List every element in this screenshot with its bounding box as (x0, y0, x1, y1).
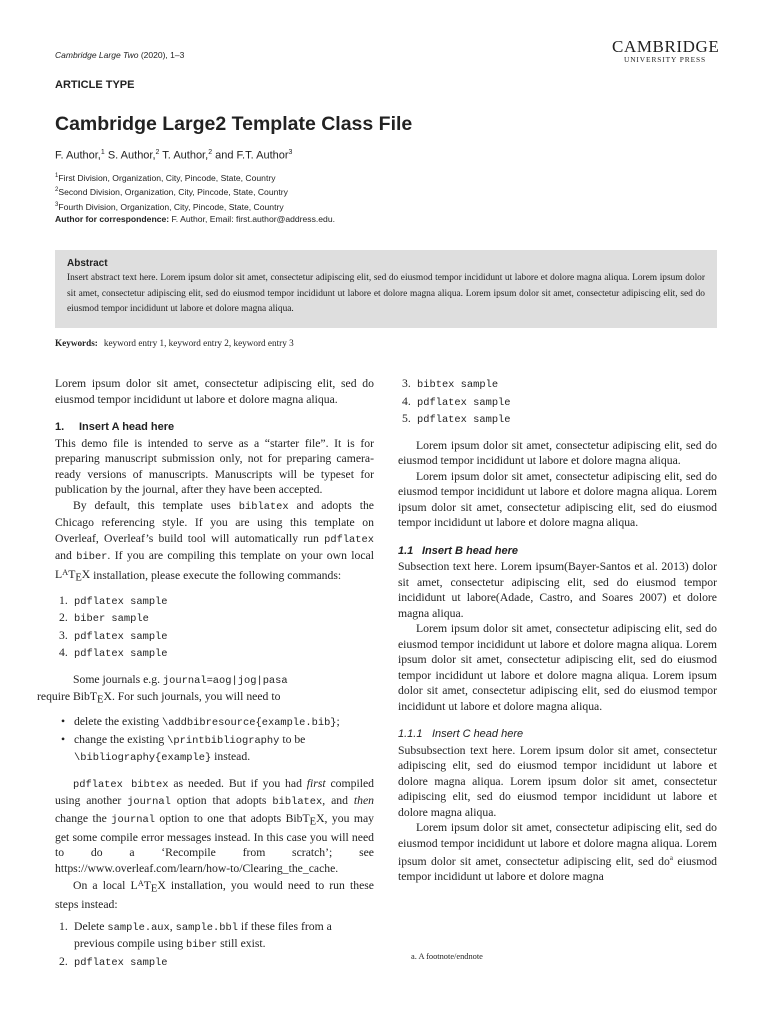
inline-code: journal=aog|jog|pasa (162, 674, 288, 687)
command-list (55, 593, 374, 663)
bibtex-logo: $T_EX$ (302, 811, 325, 828)
affil-marker: 3 (55, 201, 59, 208)
body-paragraph: Subsection text here. Lorem ipsum(Bayer-Santos et al. 2013) dolor sit amet, consectetur adipiscing elit, sed do eiusmod tempor incididunt ut labore(Adade, Castro, and Soares 2007) et dolore magna aliqua. (398, 560, 717, 620)
body-paragraph: This demo file is intended to serve as a “starter file”. It is for preparing manuscript submission only, not for preparing camera-ready versions of manuscripts. Manuscripts will be typeset for publication by the journal, after they have been accepted. (55, 436, 374, 496)
abstract-text: Insert abstract text here. Lorem ipsum dolor sit amet, consectetur adipiscing elit, sed do eiusmod tempor incididunt ut labore et dolore magna aliqua. Lorem ipsum dolor sit amet, consectetur adipiscing elit, sed do eiusmod tempor incididunt ut labore et dolore magna aliqua. Lorem ipsum dolor sit amet, consectetur adipiscing elit, sed do eiusmod tempor incididunt ut labore et dolore magna aliqua. (67, 273, 705, 314)
intro-paragraph: Lorem ipsum dolor sit amet, consectetur adipiscing elit, sed do eiusmod tempor incididunt ut labore et dolore magna aliqua. (55, 377, 374, 406)
list-item: 4. pdflatex sample (402, 394, 511, 409)
author-affil-marker: 2 (208, 149, 213, 156)
body-paragraph: Lorem ipsum dolor sit amet, consectetur adipiscing elit, sed do eiusmod tempor incididunt ut labore et dolore magna aliqua. (398, 438, 717, 467)
author-name: S. Author, (104, 149, 156, 162)
body-paragraph: On a local $L^AT_EX$ installation, you would need to run these steps instead: (55, 878, 374, 912)
list-item: • delete the existing \addbibresource{example.bib}; (61, 715, 340, 730)
author-name: F. Author, (55, 149, 101, 162)
affiliation-line (55, 199, 335, 213)
inline-code: biber (76, 551, 108, 563)
affil-marker: 1 (55, 173, 59, 179)
author-name: and F.T. Author (212, 149, 289, 162)
body-paragraph: Lorem ipsum dolor sit amet, consectetur adipiscing elit, sed do eiusmod tempor incididunt ut labore et dolore magna aliqua. Lorem ipsum dolor sit amet, consectetur adipiscing elit, sed do eiusmod tempor incididunt ut labore et dolore magna aliqua. (398, 469, 717, 529)
inline-code: sample.bbl (175, 921, 238, 934)
section-number: 1. (55, 421, 65, 433)
subsubsection-number: 1.1.1 (398, 728, 423, 740)
cambridge-logo (612, 38, 718, 65)
inline-code: pdflatex (324, 533, 374, 546)
affiliation-line (55, 170, 335, 184)
journal-citation (55, 50, 184, 60)
right-column (398, 376, 717, 885)
body-paragraph: Subsubsection text here. Lorem ipsum dolor sit amet, consectetur adipiscing elit, sed do eiusmod tempor incididunt ut labore et dolore magna aliqua. Lorem ipsum dolor sit amet, consectetur adipiscing elit, sed do eiusmod tempor incididunt ut labore et dolore magna aliqua. (398, 743, 717, 819)
section-heading (55, 420, 374, 436)
inline-code: \printbibliography (167, 734, 280, 747)
subsection-number: 1.1 (398, 544, 414, 557)
abstract-box (55, 250, 717, 328)
inline-code: journal (111, 813, 155, 826)
latex-logo: $L^AT_EX$ (130, 878, 166, 895)
logo-wordmark: CAMBRIDGE (612, 37, 720, 56)
footnote-marker: a (669, 854, 673, 862)
keywords-label: Keywords: (55, 338, 98, 348)
subsubsection-heading (398, 727, 717, 743)
keywords-text: keyword entry 1, keyword entry 2, keyword entry 3 (103, 338, 294, 348)
section-title: Insert A head here (79, 421, 175, 433)
subsubsection-title: Insert C head here (432, 728, 524, 740)
author-affil-marker: 1 (100, 149, 105, 156)
body-paragraph: Lorem ipsum dolor sit amet, consectetur adipiscing elit, sed do eiusmod tempor incididunt ut labore et dolore magna aliqua. Lorem ipsum dolor sit amet, consectetur adipiscing elit, sed do eiusmod tempor incididunt ut labore et dolore magna aliqua. Lorem ipsum dolor sit amet, consectetur adipiscing elit, sed do eiusmod tempor incididunt ut labore et dolore magna aliqua. (398, 622, 717, 713)
author-affil-marker: 2 (155, 149, 160, 156)
paper-title: Cambridge Large2 Template Class File (55, 113, 413, 135)
affiliation-line (55, 184, 335, 198)
inline-code: journal (127, 796, 171, 809)
author-name: T. Author, (159, 149, 209, 162)
article-type: ARTICLE TYPE (55, 79, 135, 91)
bullet-list (55, 714, 374, 767)
author-list (55, 149, 292, 162)
inline-code: sample.aux (107, 921, 170, 934)
affiliations (55, 170, 335, 226)
list-item: • change the existing \printbibliography to be \bibliography{example} instead. (61, 732, 306, 765)
bibtex-logo: $T_EX$ (89, 690, 112, 706)
body-paragraph: By default, this template uses biblatex and adopts the Chicago referencing style. If you are using this template on Overleaf, Overleaf’s build tool will automatically run pdflatex and biber. If you are compiling this template on your own local $L^AT_EX$ installation, please execute the following commands: (55, 498, 374, 585)
body-paragraph: Lorem ipsum dolor sit amet, consectetur adipiscing elit, sed do eiusmod tempor incididunt ut labore et dolore magna aliqua. Lorem ipsum dolor sit amet, consectetur adipiscing elit, sed $do^a$ eiusmod tempor incididunt ut labore et dolore magna (398, 821, 718, 884)
list-item: 1. Delete sample.aux, sample.bbl if these files from a previous compile using biber still exist. (59, 919, 332, 952)
logo-subtitle: UNIVERSITY PRESS (623, 55, 707, 64)
inline-code: \bibliography{example} (74, 752, 212, 765)
list-item: 5. pdflatex sample (402, 412, 511, 426)
inline-code: pdflatex bibtex (73, 778, 169, 791)
keywords-line (55, 338, 294, 348)
correspondence-label: Author for correspondence: (55, 214, 170, 225)
command-list (398, 376, 717, 429)
correspondence-line (55, 213, 335, 226)
author-affil-marker: 3 (288, 149, 293, 156)
list-item: 2. pdflatex sample (59, 954, 168, 969)
footnote: a. A footnote/endnote (411, 952, 483, 961)
journal-year-pages: (2020), 1–3 (138, 50, 185, 60)
inline-code: \addbibresource{example.bib} (161, 717, 337, 730)
body-paragraph: pdflatex bibtex as needed. But if you had first compiled using another journal option that adopts biblatex, and then change the journal option to one that adopts BibT$_E$X, you may get some compile error messages instead. In this case you will need to do a ‘Recompile from scratch’; see https://www.overleaf.com/learn/how-to/Clearing_the_cache. (55, 776, 375, 875)
list-item: 2. biber sample (59, 611, 149, 626)
latex-logo: $L^AT_EX$ (55, 567, 91, 585)
affil-marker: 2 (55, 187, 59, 194)
journal-name: Cambridge Large Two (55, 50, 139, 60)
subsection-heading (398, 544, 717, 560)
body-paragraph: Some journals e.g. journal=aog|jog|pasa require BibT$_E$X. For such journals, you will need to (37, 672, 288, 706)
affil-text: First Division, Organization, City, Pincode, State, Country (58, 172, 276, 183)
list-item: 3. bibtex sample (402, 377, 499, 391)
list-item: 3. pdflatex sample (59, 628, 168, 643)
inline-code: biblatex (238, 500, 289, 513)
subsection-title: Insert B head here (422, 544, 518, 557)
list-item: 1. pdflatex sample (59, 593, 168, 608)
left-column (37, 376, 375, 971)
steps-list (55, 919, 374, 972)
abstract-heading: Abstract (67, 258, 108, 269)
list-item: 4. pdflatex sample (59, 646, 168, 661)
inline-code: biber (186, 939, 218, 952)
affil-text: Fourth Division, Organization, City, Pincode, State, Country (58, 201, 284, 212)
correspondence-text: F. Author, Email: first.author@address.edu. (169, 214, 336, 225)
affil-text: Second Division, Organization, City, Pincode, State, Country (58, 187, 288, 198)
inline-code: biblatex (272, 796, 323, 809)
